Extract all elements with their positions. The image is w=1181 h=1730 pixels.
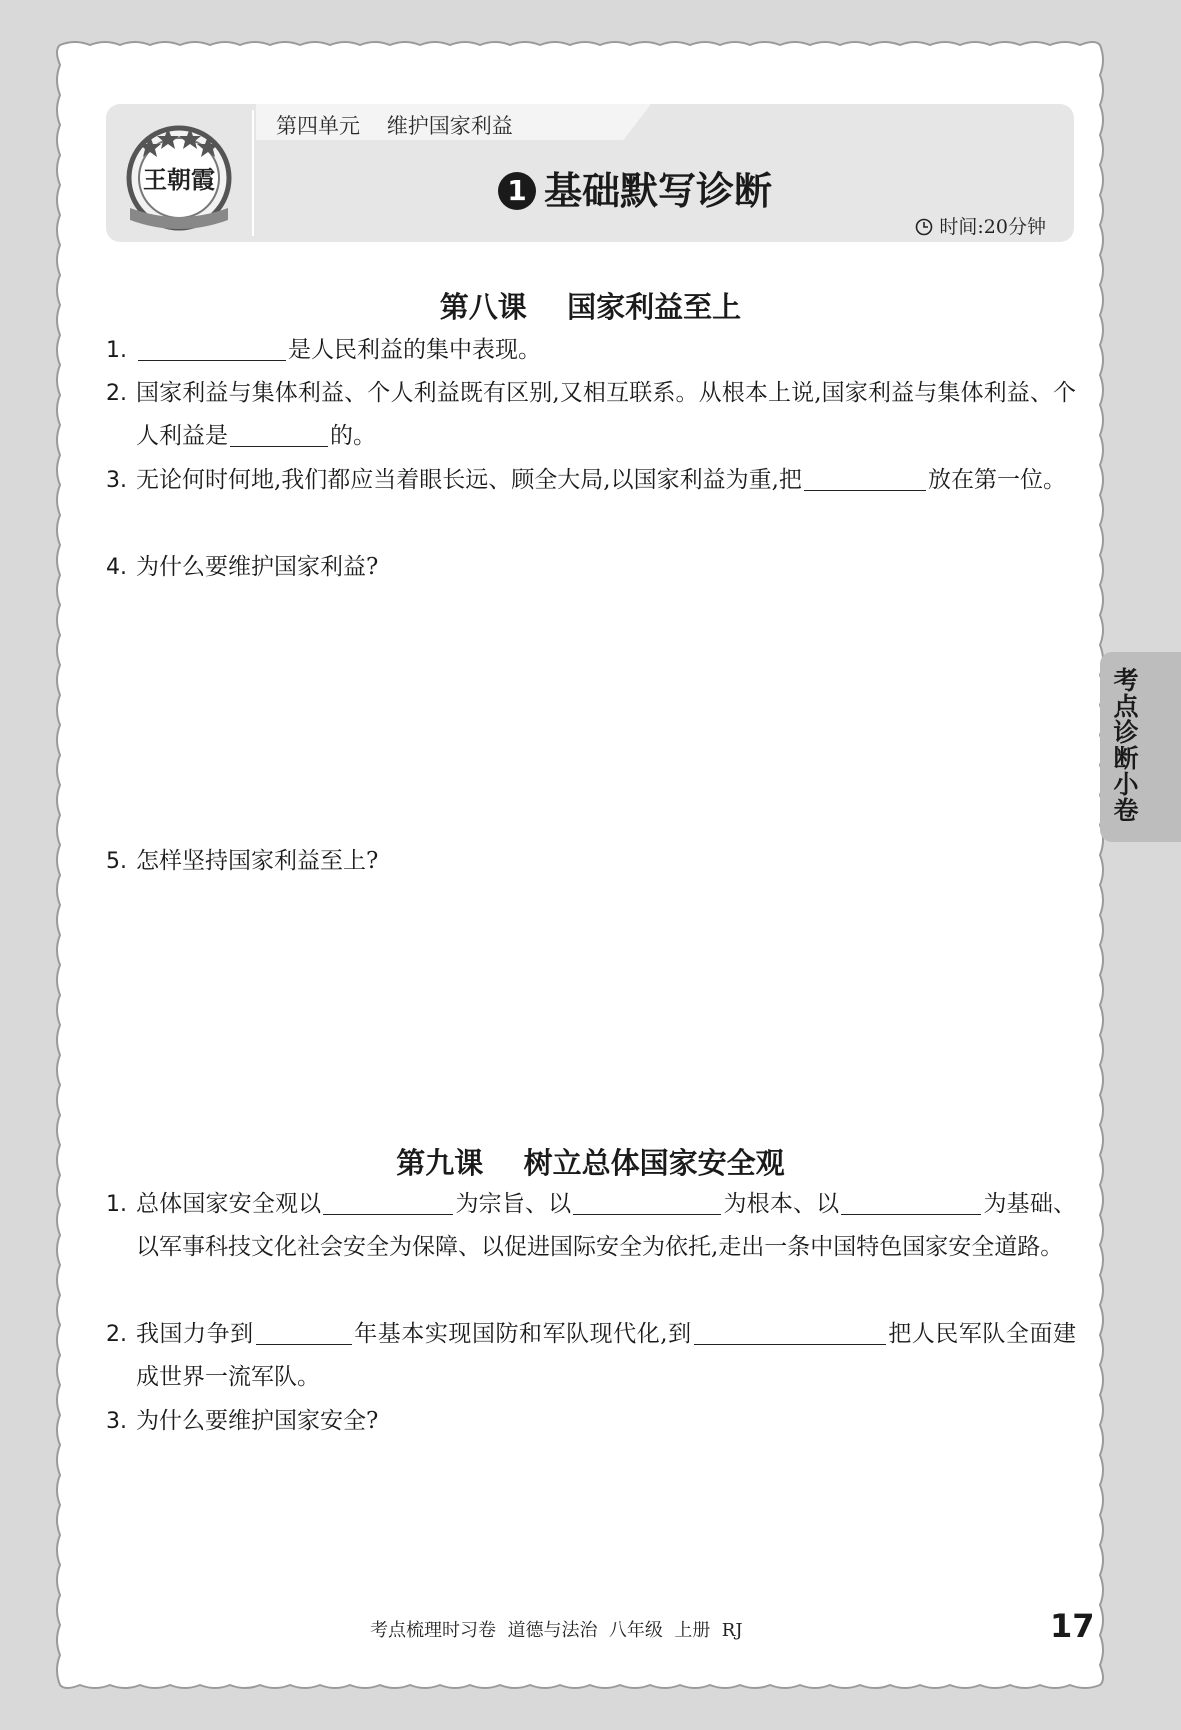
question-text-end: 放在第一位。 <box>927 467 1066 493</box>
answer-blank[interactable] <box>573 1190 721 1215</box>
question-text: 年基本实现国防和军队现代化,到 <box>353 1321 692 1347</box>
question-number: 1. <box>106 1192 127 1217</box>
question-number: 5. <box>106 849 127 874</box>
question-number: 3. <box>106 468 127 493</box>
clock-icon <box>915 218 933 241</box>
time-text: 时间:20分钟 <box>939 216 1046 238</box>
section-title <box>106 160 1074 215</box>
question-text: 国家利益与集体利益、个人利益既有区别,又相互联系。从根本上说,国家利益与集体利益、个人利益是 <box>136 380 1076 449</box>
footer-text: 考点梳理时习卷 道德与法治 八年级 上册 RJ <box>370 1620 743 1641</box>
svg-text:王朝霞: 王朝霞 <box>143 165 215 194</box>
page-number: 17 <box>1050 1607 1095 1645</box>
question-text-end: 的。 <box>330 423 376 449</box>
question-number: 4. <box>106 555 127 580</box>
answer-blank[interactable] <box>841 1190 981 1215</box>
question-text: 是人民利益的集中表现。 <box>288 337 541 363</box>
side-tab-label: 考点诊断小卷 <box>1110 667 1139 823</box>
lesson8-question-2 <box>106 372 1076 458</box>
lesson8-question-4 <box>106 546 1076 589</box>
question-text: 我国力争到 <box>136 1321 254 1347</box>
section-number-badge: 1 <box>498 172 536 210</box>
lesson8-question-5 <box>106 840 1076 883</box>
question-text: 为什么要维护国家安全? <box>136 1408 379 1434</box>
side-tab <box>1100 652 1181 842</box>
section-title-text: 基础默写诊断 <box>543 169 772 213</box>
question-text: 为基础、以军事科技文化社会安全为保障、以促进国际安全为依托,走出一条中国特色国家安全道路。 <box>136 1191 1077 1260</box>
header-band <box>106 104 1074 242</box>
answer-blank[interactable] <box>323 1190 453 1215</box>
answer-blank[interactable] <box>694 1320 886 1345</box>
question-text: 无论何时何地,我们都应当着眼长远、顾全大局,以国家利益为重,把 <box>136 467 802 493</box>
question-text: 为什么要维护国家利益? <box>136 554 379 580</box>
lesson8-question-1 <box>106 329 1076 372</box>
lesson9-question-1 <box>106 1183 1076 1269</box>
question-number: 2. <box>106 1322 127 1347</box>
answer-blank[interactable] <box>138 336 286 361</box>
time-limit <box>915 212 1046 241</box>
lesson9-question-2 <box>106 1313 1076 1399</box>
answer-blank[interactable] <box>230 422 328 447</box>
unit-label: 第四单元 维护国家利益 <box>276 114 513 138</box>
question-number: 2. <box>106 381 127 406</box>
lesson8-question-3 <box>106 459 1076 502</box>
lesson9-question-3 <box>106 1400 1076 1443</box>
answer-blank[interactable] <box>256 1320 352 1345</box>
question-text: 为宗旨、以 <box>455 1191 572 1217</box>
question-text: 总体国家安全观以 <box>136 1191 322 1217</box>
question-number: 1. <box>106 338 127 363</box>
question-number: 3. <box>106 1409 127 1434</box>
question-text: 怎样坚持国家利益至上? <box>136 848 379 874</box>
answer-blank[interactable] <box>804 466 926 491</box>
lesson9-title: 第九课 树立总体国家安全观 <box>396 1146 785 1180</box>
lesson8-title: 第八课 国家利益至上 <box>439 290 742 324</box>
question-text: 为根本、以 <box>723 1191 840 1217</box>
question-text: 把人民军队全面建成世界一流军队。 <box>136 1321 1077 1390</box>
